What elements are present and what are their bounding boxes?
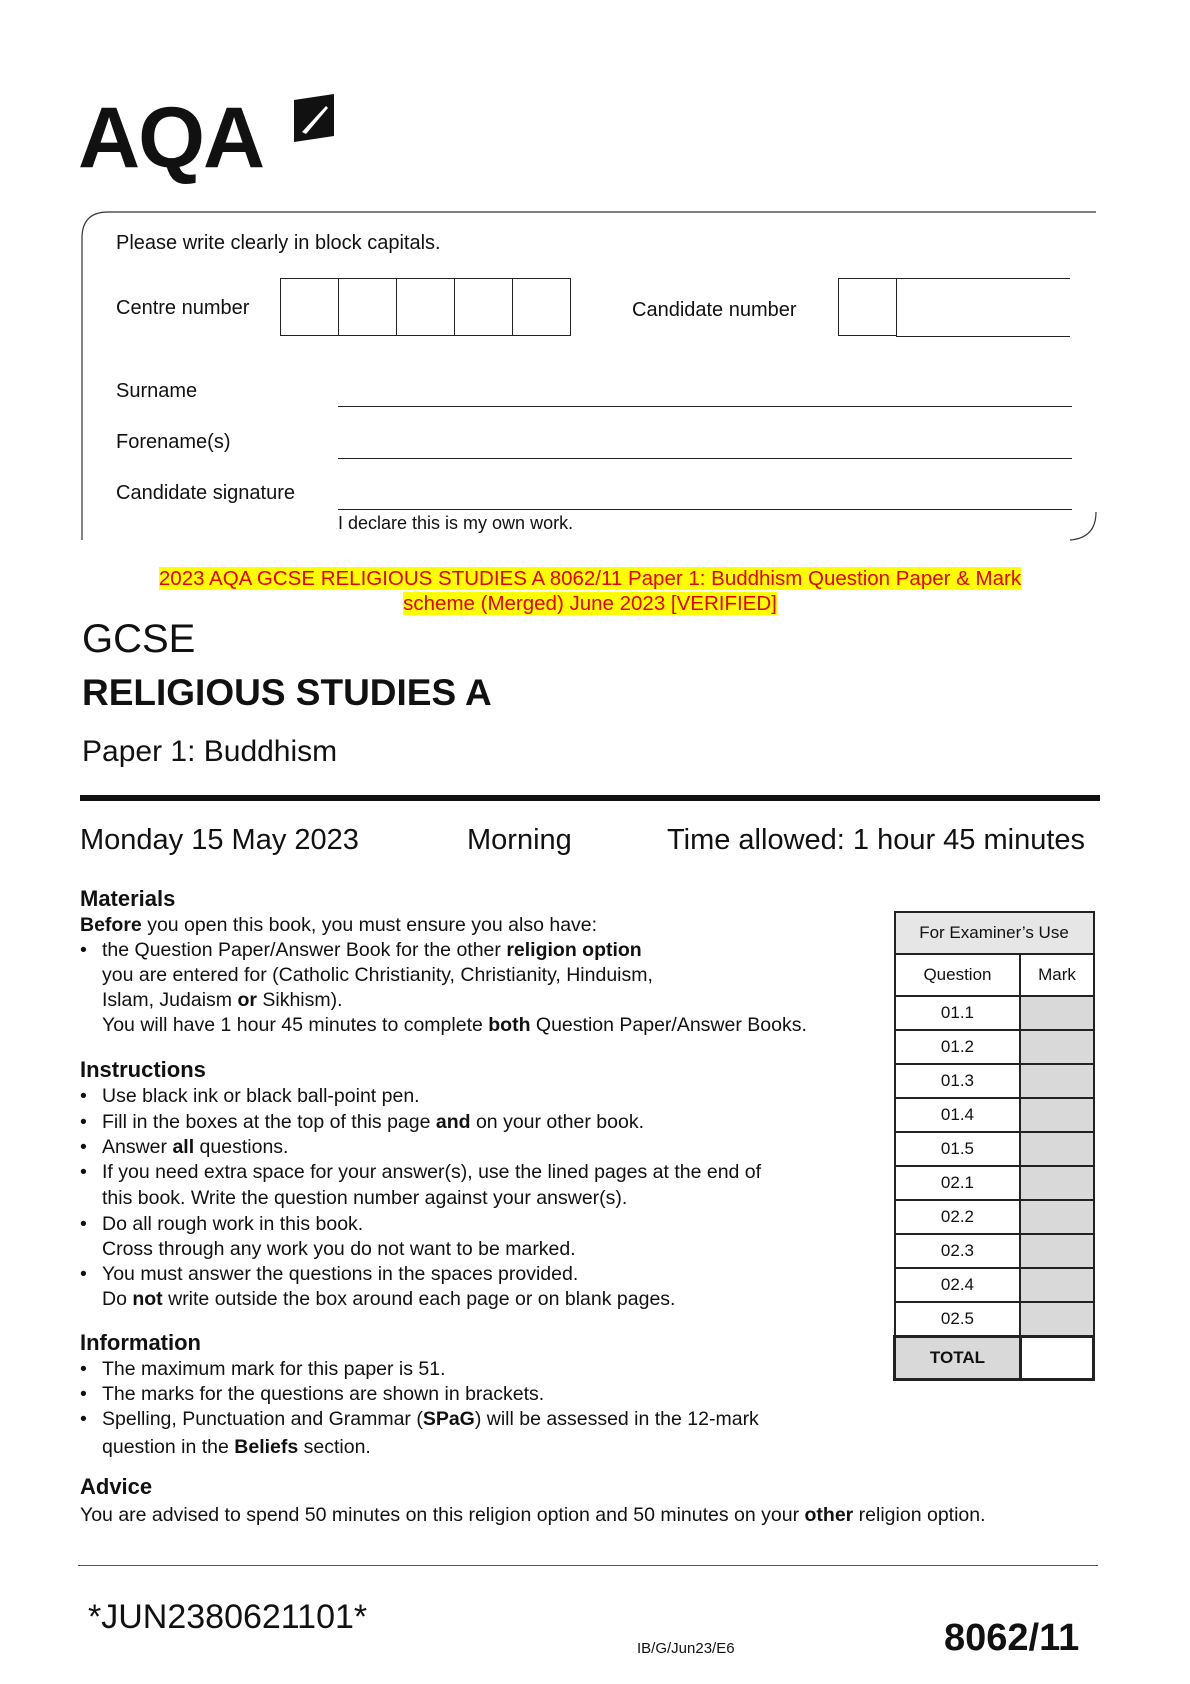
title-rule (80, 795, 1100, 801)
banner-line-2: scheme (Merged) June 2023 [VERIFIED] (403, 592, 777, 615)
mark-cell (1020, 1268, 1093, 1302)
centre-number-box-3[interactable] (396, 278, 455, 336)
table-row (895, 1166, 1094, 1200)
paper-title: Paper 1: Buddhism (82, 735, 338, 768)
materials-heading: Materials (80, 886, 176, 911)
banner-line-1: 2023 AQA GCSE RELIGIOUS STUDIES A 8062/11 Paper 1: Buddhism Question Paper & Mark (158, 567, 1022, 590)
aqa-logo-text: AQA (78, 90, 264, 186)
mark-cell (1020, 1132, 1093, 1166)
table-row (895, 1234, 1094, 1268)
centre-number-box-4[interactable] (454, 278, 513, 336)
form-instruction: Please write clearly in block capitals. (116, 232, 441, 254)
table-row (895, 1268, 1094, 1302)
mark-cell (1020, 1302, 1093, 1337)
surname-label: Surname (116, 380, 198, 402)
advice-text: You are advised to spend 50 minutes on this religion option and 50 minutes on your other religion option. (80, 1504, 986, 1526)
candidate-number-box-2[interactable] (896, 278, 1070, 337)
table-row (895, 1064, 1094, 1098)
mark-cell (1020, 1098, 1093, 1132)
table-row (895, 996, 1094, 1030)
candidate-number-label: Candidate number (632, 299, 797, 321)
signature-line[interactable] (338, 509, 1072, 510)
question-number: 02.4 (895, 1268, 1021, 1302)
highlight-banner (110, 566, 1070, 616)
surname-line[interactable] (338, 406, 1072, 407)
information-heading: Information (80, 1330, 201, 1355)
barcode-text: *JUN2380621101* (88, 1598, 368, 1636)
centre-number-label: Centre number (116, 297, 250, 319)
centre-number-box-1[interactable] (280, 278, 339, 336)
question-number: 01.2 (895, 1030, 1021, 1064)
information-list: • The maximum mark for this paper is 51. • The marks for the questions are shown in brackets. • Spelling, Punctuation and Grammar (SPaG) will be assessed in the 12-mark question in the Beliefs section. (80, 1358, 759, 1458)
mark-cell (1020, 1200, 1093, 1234)
question-column-header: Question (895, 954, 1021, 996)
question-number: 02.1 (895, 1166, 1021, 1200)
total-cell (1020, 1337, 1093, 1380)
instructions-list: • Use black ink or black ball-point pen. • Fill in the boxes at the top of this page and on your other book. • Answer all questions. • If you need extra space for your answer(s), use the lined pages at the end of this book. Write the question number against your answer(s). • Do all rough work in this book. Cross through any work you do not want to be marked. • You must answer the questions in the spaces provided. Do not write outside the box around each page or on blank pages. (80, 1085, 762, 1310)
mark-cell (1020, 996, 1093, 1030)
centre-number-box-5[interactable] (512, 278, 571, 336)
declaration-text: I declare this is my own work. (338, 513, 574, 533)
footer-rule (78, 1565, 1098, 1566)
signature-label: Candidate signature (116, 482, 296, 504)
exam-date: Monday 15 May 2023 (80, 824, 359, 856)
mark-column-header: Mark (1020, 954, 1093, 996)
exam-session: Morning (467, 824, 572, 856)
question-number: 01.5 (895, 1132, 1021, 1166)
centre-number-box-2[interactable] (338, 278, 397, 336)
table-row (895, 1098, 1094, 1132)
paper-code: 8062/11 (944, 1617, 1080, 1659)
forename-label: Forename(s) (116, 431, 231, 453)
time-allowed: Time allowed: 1 hour 45 minutes (667, 824, 1086, 856)
forename-line[interactable] (338, 458, 1072, 459)
qualification-level: GCSE (82, 617, 196, 661)
mark-cell (1020, 1234, 1093, 1268)
question-number: 02.3 (895, 1234, 1021, 1268)
mark-cell (1020, 1064, 1093, 1098)
examiner-table-title: For Examiner’s Use (895, 912, 1094, 954)
examiners-use-table (893, 911, 1095, 1381)
mark-cell (1020, 1166, 1093, 1200)
materials-intro: Before you open this book, you must ensure you also have: (80, 914, 598, 936)
table-row (895, 1030, 1094, 1064)
question-number: 02.5 (895, 1302, 1021, 1337)
question-number: 01.4 (895, 1098, 1021, 1132)
subject-title: RELIGIOUS STUDIES A (82, 672, 492, 713)
question-number: 01.3 (895, 1064, 1021, 1098)
aqa-logo-mark-icon (282, 92, 338, 152)
table-row (895, 1302, 1094, 1337)
reference-code: IB/G/Jun23/E6 (637, 1640, 735, 1657)
materials-bullet: • the Question Paper/Answer Book for the other religion option you are entered for (Catholic Christianity, Christianity, Hinduism, Islam, Judaism or Sikhism). You will have 1 hour 45 minutes to complete both Question Paper/Answer Books. (80, 939, 807, 1036)
mark-cell (1020, 1030, 1093, 1064)
advice-heading: Advice (80, 1474, 153, 1499)
table-row (895, 1132, 1094, 1166)
instructions-heading: Instructions (80, 1057, 206, 1082)
table-row (895, 1200, 1094, 1234)
question-number: 02.2 (895, 1200, 1021, 1234)
candidate-number-box-1[interactable] (838, 278, 897, 336)
total-label: TOTAL (895, 1337, 1021, 1380)
candidate-details-box (80, 210, 1098, 542)
question-number: 01.1 (895, 996, 1021, 1030)
